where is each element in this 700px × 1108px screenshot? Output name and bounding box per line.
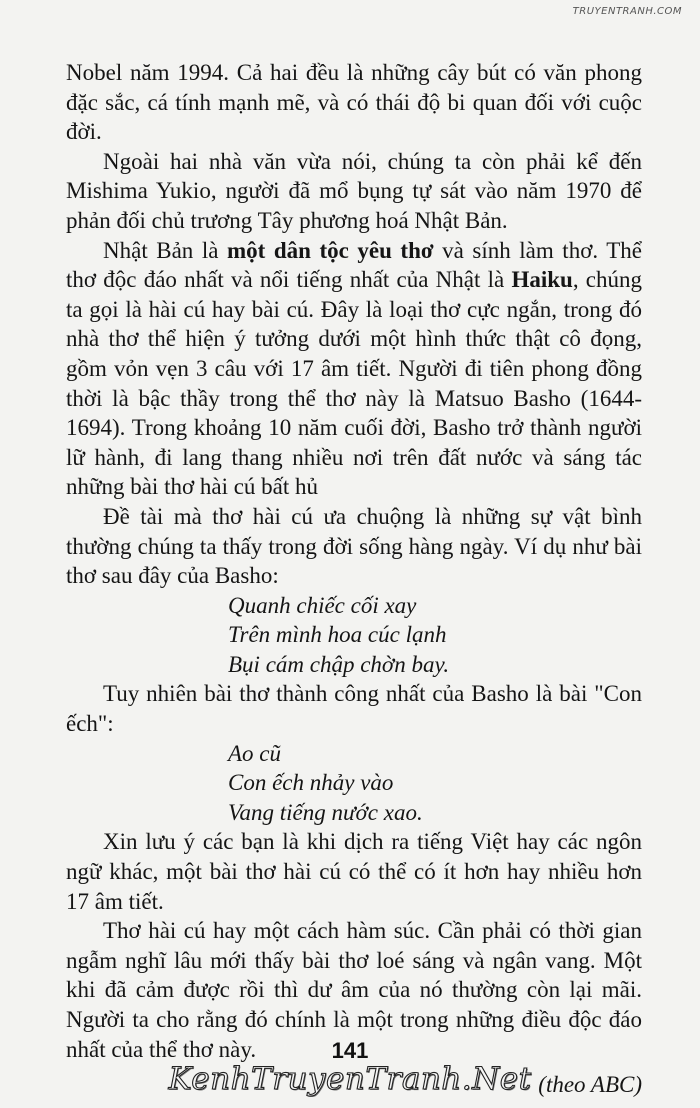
paragraph-3-bold-haiku: Haiku (511, 267, 573, 293)
paragraph-5: Tuy nhiên bài thơ thành công nhất của Basho là bài "Con ếch": (66, 681, 642, 737)
paragraph-3-part-a: Nhật Bản là (103, 237, 227, 263)
paragraph-7: Thơ hài cú hay một cách hàm súc. Cần phải có thời gian ngẫm nghĩ lâu mới thấy bài thơ loé sáng và ngân vang. Một khi đã cảm được rồi thì dư âm của nó thường còn lại mãi. Người ta cho rằng đó chính là một trong những điều độc đáo nhất của thể thơ này. (66, 918, 642, 1062)
paragraph-3-bold-phrase: một dân tộc yêu thơ (226, 237, 434, 263)
paragraph-3 (66, 236, 642, 502)
poem2-line-3: Vang tiếng nước xao. (228, 799, 423, 825)
top-watermark: TRUYENTRANH.COM (572, 6, 682, 17)
poem2-line-2: Con ếch nhảy vào (228, 770, 394, 796)
paragraph-3-part-c: và sính làm thơ. Thể thơ độc đáo nhất và nổi tiếng nhất của Nhật là (66, 237, 642, 293)
poem-quanh-chiec-coi-xay (66, 591, 642, 680)
poem-con-ech (66, 739, 642, 828)
poem1-line-1: Quanh chiếc cối xay (228, 592, 417, 618)
page-number: 141 (331, 1038, 369, 1063)
paragraph-3-part-e: , chúng ta gọi là hài cú hay bài cú. Đây là loại thơ cực ngắn, trong đó nhà thơ thể hiện ý tưởng dưới một hình thức thật cô đọng, gồm vỏn vẹn 3 câu với 17 âm tiết. Người đi tiên phong đồng thời là bậc thầy trong thể thơ này là Matsuo Basho (1644-1694). Trong khoảng 10 năm cuối đời, Basho trở thành người lữ hành, đi lang thang nhiều nơi trên đất nước và sáng tác những bài thơ hài cú bất hủ (66, 267, 642, 500)
paragraph-4: Đề tài mà thơ hài cú ưa chuộng là những sự vật bình thường chúng ta thấy trong đời sống hàng ngày. Ví dụ như bài thơ sau đây của Basho: (66, 503, 642, 589)
body-text (66, 58, 642, 1100)
poem2-line-1: Ao cũ (228, 740, 282, 766)
source-citation: (theo ABC) (538, 1072, 642, 1098)
paragraph-2: Ngoài hai nhà văn vừa nói, chúng ta còn phải kể đến Mishima Yukio, người đã mổ bụng tự sát vào năm 1970 để phản đối chủ trương Tây phương hoá Nhật Bản. (66, 148, 642, 233)
poem1-line-2: Trên mình hoa cúc lạnh (228, 622, 447, 648)
poem1-line-3: Bụi cám chập chờn bay. (228, 651, 450, 677)
bottom-watermark-logo: KenhTruyenTranh.Net (168, 1061, 532, 1097)
paragraph-6: Xin lưu ý các bạn là khi dịch ra tiếng Việt hay các ngôn ngữ khác, một bài thơ hài cú có thể có ít hơn hay nhiều hơn 17 âm tiết. (66, 829, 642, 914)
paragraph-1: Nobel năm 1994. Cả hai đều là những cây bút có văn phong đặc sắc, cá tính mạnh mẽ, và có thái độ bi quan đối với cuộc đời. (66, 60, 642, 145)
